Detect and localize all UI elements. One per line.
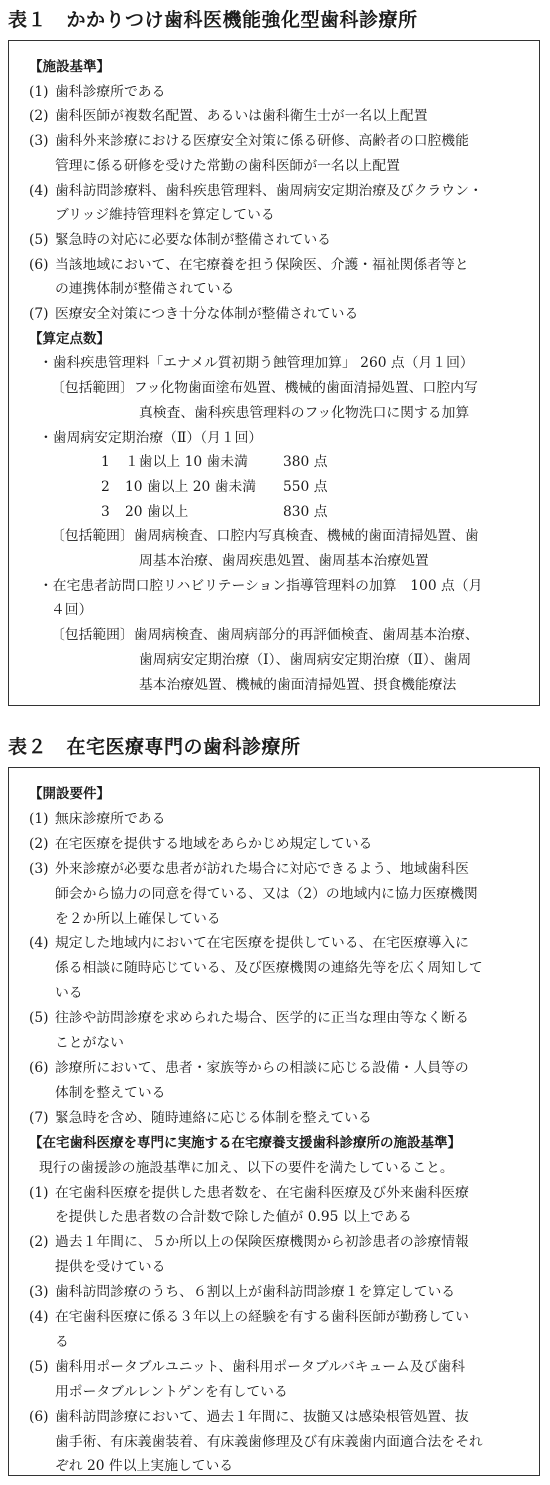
- requirement-item-number: (6): [29, 1059, 49, 1076]
- criteria-item-4-line: ブリッジ維持管理料を算定している: [55, 207, 275, 224]
- requirement-item-5-line: [29, 1006, 529, 1031]
- requirement-item-6-line: [29, 1056, 529, 1081]
- requirement-item-7-line: [29, 1106, 529, 1131]
- requirement-item-3-line: を２か所以上確保している: [55, 910, 221, 927]
- criteria-item-number: (7): [29, 306, 49, 323]
- points-item-3-inclusion: 基本治療処置、機械的歯面清掃処置、摂食機能療法: [139, 676, 457, 693]
- requirement-item-text: 往診や訪問診療を求められた場合、医学的に正当な理由等なく断る: [55, 1010, 469, 1027]
- standard-item-3-line: [29, 1280, 529, 1305]
- requirement-item-text: 診療所において、患者・家族等からの相談に応じる設備・人員等の: [55, 1059, 469, 1076]
- criteria-item-text: 医療安全対策につき十分な体制が整備されている: [55, 306, 359, 323]
- criteria-item-3-line: [29, 129, 529, 154]
- criteria-item-3-line: 管理に係る研修を受けた常勤の歯科医師が一名以上配置: [55, 157, 400, 174]
- score-cell: 3: [101, 503, 110, 520]
- standard-item-text: 歯科訪問診療において、過去１年間に、抜髄又は感染根管処置、抜: [55, 1408, 469, 1425]
- criteria-item-text: 歯科外来診療における医療安全対策に係る研修、高齢者の口腔機能: [55, 133, 469, 150]
- requirement-item-text: 緊急時を含め、随時連絡に応じる体制を整えている: [55, 1109, 372, 1126]
- requirement-item-3-line: 師会から協力の同意を得ている、又は（2）の地域内に協力医療機関: [55, 885, 478, 902]
- score-cell: 10 歯以上 20 歯未満: [125, 478, 257, 495]
- requirements-header: 【開設要件】: [29, 786, 110, 802]
- requirement-item-text: 在宅医療を提供する地域をあらかじめ規定している: [55, 835, 373, 852]
- criteria-item-text: 歯科診療所である: [55, 83, 166, 100]
- standard-item-6-line: ぞれ 20 件以上実施している: [55, 1458, 234, 1475]
- criteria-item-7-line: [29, 302, 529, 327]
- points-item-3-inclusion: 歯周病安定期治療（Ⅰ）、歯周病安定期治療（Ⅱ）、歯周: [139, 651, 472, 668]
- score-cell: １歯以上 10 歯未満: [125, 454, 248, 471]
- criteria-item-6-line: の連携体制が整備されている: [55, 281, 235, 298]
- criteria-item-number: (6): [29, 256, 49, 273]
- standard-item-number: (2): [29, 1234, 49, 1251]
- criteria-item-number: (1): [29, 83, 49, 100]
- requirement-item-number: (3): [29, 860, 49, 877]
- requirement-item-1-line: [29, 807, 529, 832]
- criteria-item-text: 歯科訪問診療料、歯科疾患管理料、歯周病安定期治療及びクラウン・: [55, 182, 483, 199]
- criteria-item-text: 歯科医師が複数名配置、あるいは歯科衛生士が一名以上配置: [55, 108, 428, 125]
- standard-item-6-line: 歯手術、有床義歯装着、有床義歯修理及び有床義歯内面適合法をそれ: [55, 1433, 483, 1450]
- requirement-item-text: 外来診療が必要な患者が訪れた場合に対応できるよう、地域歯科医: [55, 860, 469, 877]
- requirement-item-number: (7): [29, 1109, 49, 1126]
- score-row: [29, 450, 529, 475]
- points-item-3-inclusion: 〔包括範囲〕歯周病検査、歯周病部分的再評価検査、歯周基本治療、: [51, 627, 479, 644]
- score-cell: 1: [101, 454, 110, 471]
- criteria-header: 【施設基準】: [29, 59, 110, 75]
- score-cell: 550 点: [283, 478, 328, 495]
- requirement-item-number: (2): [29, 835, 49, 852]
- criteria-item-2-line: [29, 104, 529, 129]
- criteria-item-text: 緊急時の対応に必要な体制が整備されている: [55, 231, 331, 248]
- standards-intro: 現行の歯援診の施設基準に加え、以下の要件を満たしていること。: [39, 1159, 454, 1176]
- table1-box: [8, 40, 540, 706]
- standard-item-4-line: [29, 1305, 529, 1330]
- requirement-item-text: 無床診療所である: [55, 810, 166, 827]
- table2-box: [8, 767, 540, 1476]
- points-item-1-inclusion: 〔包括範囲〕フッ化物歯面塗布処置、機械的歯面清掃処置、口腔内写: [51, 380, 478, 397]
- criteria-item-text: 当該地域において、在宅療養を担う保険医、介護・福祉関係者等と: [55, 256, 469, 273]
- points-header: 【算定点数】: [29, 330, 110, 347]
- points-item-3: ４回）: [51, 602, 93, 619]
- score-cell: 20 歯以上: [125, 503, 189, 520]
- criteria-item-4-line: [29, 179, 529, 204]
- criteria-item-number: (3): [29, 133, 49, 150]
- standard-item-text: 過去１年間に、５か所以上の保険医療機関から初診患者の診療情報: [55, 1234, 469, 1251]
- standard-item-number: (3): [29, 1284, 49, 1301]
- requirement-item-number: (4): [29, 935, 49, 952]
- requirement-item-2-line: [29, 832, 529, 857]
- score-row: [29, 475, 529, 500]
- points-item-3: ・在宅患者訪問口腔リハビリテーション指導管理料の加算 100 点（月: [39, 577, 483, 594]
- requirement-item-6-line: 体制を整えている: [55, 1084, 166, 1101]
- table1-title: 表１ かかりつけ歯科医機能強化型歯科診療所: [8, 9, 418, 31]
- score-cell: 830 点: [283, 503, 328, 520]
- points-item-1-inclusion: 真検査、歯科疾患管理料のフッ化物洗口に関する加算: [139, 404, 470, 421]
- requirement-item-4-line: [29, 931, 529, 956]
- requirement-item-number: (1): [29, 810, 49, 827]
- points-item-2-inclusion: 周基本治療、歯周疾患処置、歯周基本治療処置: [139, 553, 429, 570]
- standard-item-text: 在宅歯科医療を提供した患者数を、在宅歯科医療及び外来歯科医療: [55, 1184, 469, 1201]
- standard-item-number: (5): [29, 1358, 49, 1375]
- standard-item-5-line: [29, 1355, 529, 1380]
- criteria-item-number: (5): [29, 231, 49, 248]
- requirement-item-5-line: ことがない: [55, 1035, 124, 1052]
- requirement-item-4-line: いる: [55, 985, 83, 1002]
- criteria-item-1-line: [29, 80, 529, 105]
- standard-item-number: (6): [29, 1408, 49, 1425]
- criteria-item-6-line: [29, 253, 529, 278]
- requirement-item-text: 規定した地域内において在宅医療を提供している、在宅医療導入に: [55, 935, 469, 952]
- standard-item-1-line: [29, 1181, 529, 1206]
- requirement-item-4-line: 係る相談に随時応じている、及び医療機関の連絡先等を広く周知して: [55, 960, 483, 977]
- criteria-item-number: (4): [29, 182, 49, 199]
- standard-item-number: (4): [29, 1309, 49, 1326]
- standard-item-2-line: 提供を受けている: [55, 1259, 166, 1276]
- standard-item-number: (1): [29, 1184, 49, 1201]
- points-item-2-inclusion: 〔包括範囲〕歯周病検査、口腔内写真検査、機械的歯面清掃処置、歯: [51, 528, 479, 545]
- standard-item-2-line: [29, 1230, 529, 1255]
- points-item-1: ・歯科疾患管理料「エナメル質初期う蝕管理加算」 260 点（月１回）: [39, 355, 474, 372]
- standard-item-4-line: る: [55, 1333, 69, 1350]
- table2-title: 表２ 在宅医療専門の歯科診療所: [8, 736, 301, 758]
- criteria-item-5-line: [29, 228, 529, 253]
- standard-item-1-line: を提供した患者数の合計数で除した値が 0.95 以上である: [55, 1209, 412, 1226]
- standards-header: 【在宅歯科医療を専門に実施する在宅療養支援歯科診療所の施設基準】: [29, 1134, 461, 1151]
- standard-item-text: 在宅歯科医療に係る３年以上の経験を有する歯科医師が勤務してい: [55, 1309, 469, 1326]
- requirement-item-number: (5): [29, 1010, 49, 1027]
- score-cell: 380 点: [283, 454, 328, 471]
- criteria-item-number: (2): [29, 108, 49, 125]
- standard-item-5-line: 用ポータブルレントゲンを有している: [55, 1383, 288, 1400]
- standard-item-6-line: [29, 1405, 529, 1430]
- requirement-item-3-line: [29, 857, 529, 882]
- standard-item-text: 歯科訪問診療のうち、６割以上が歯科訪問診療１を算定している: [55, 1284, 456, 1301]
- score-row: [29, 500, 529, 525]
- standard-item-text: 歯科用ポータブルユニット、歯科用ポータブルバキューム及び歯科: [55, 1358, 466, 1375]
- score-cell: 2: [101, 478, 110, 495]
- points-item-2: ・歯周病安定期治療（Ⅱ）（月１回）: [39, 429, 263, 446]
